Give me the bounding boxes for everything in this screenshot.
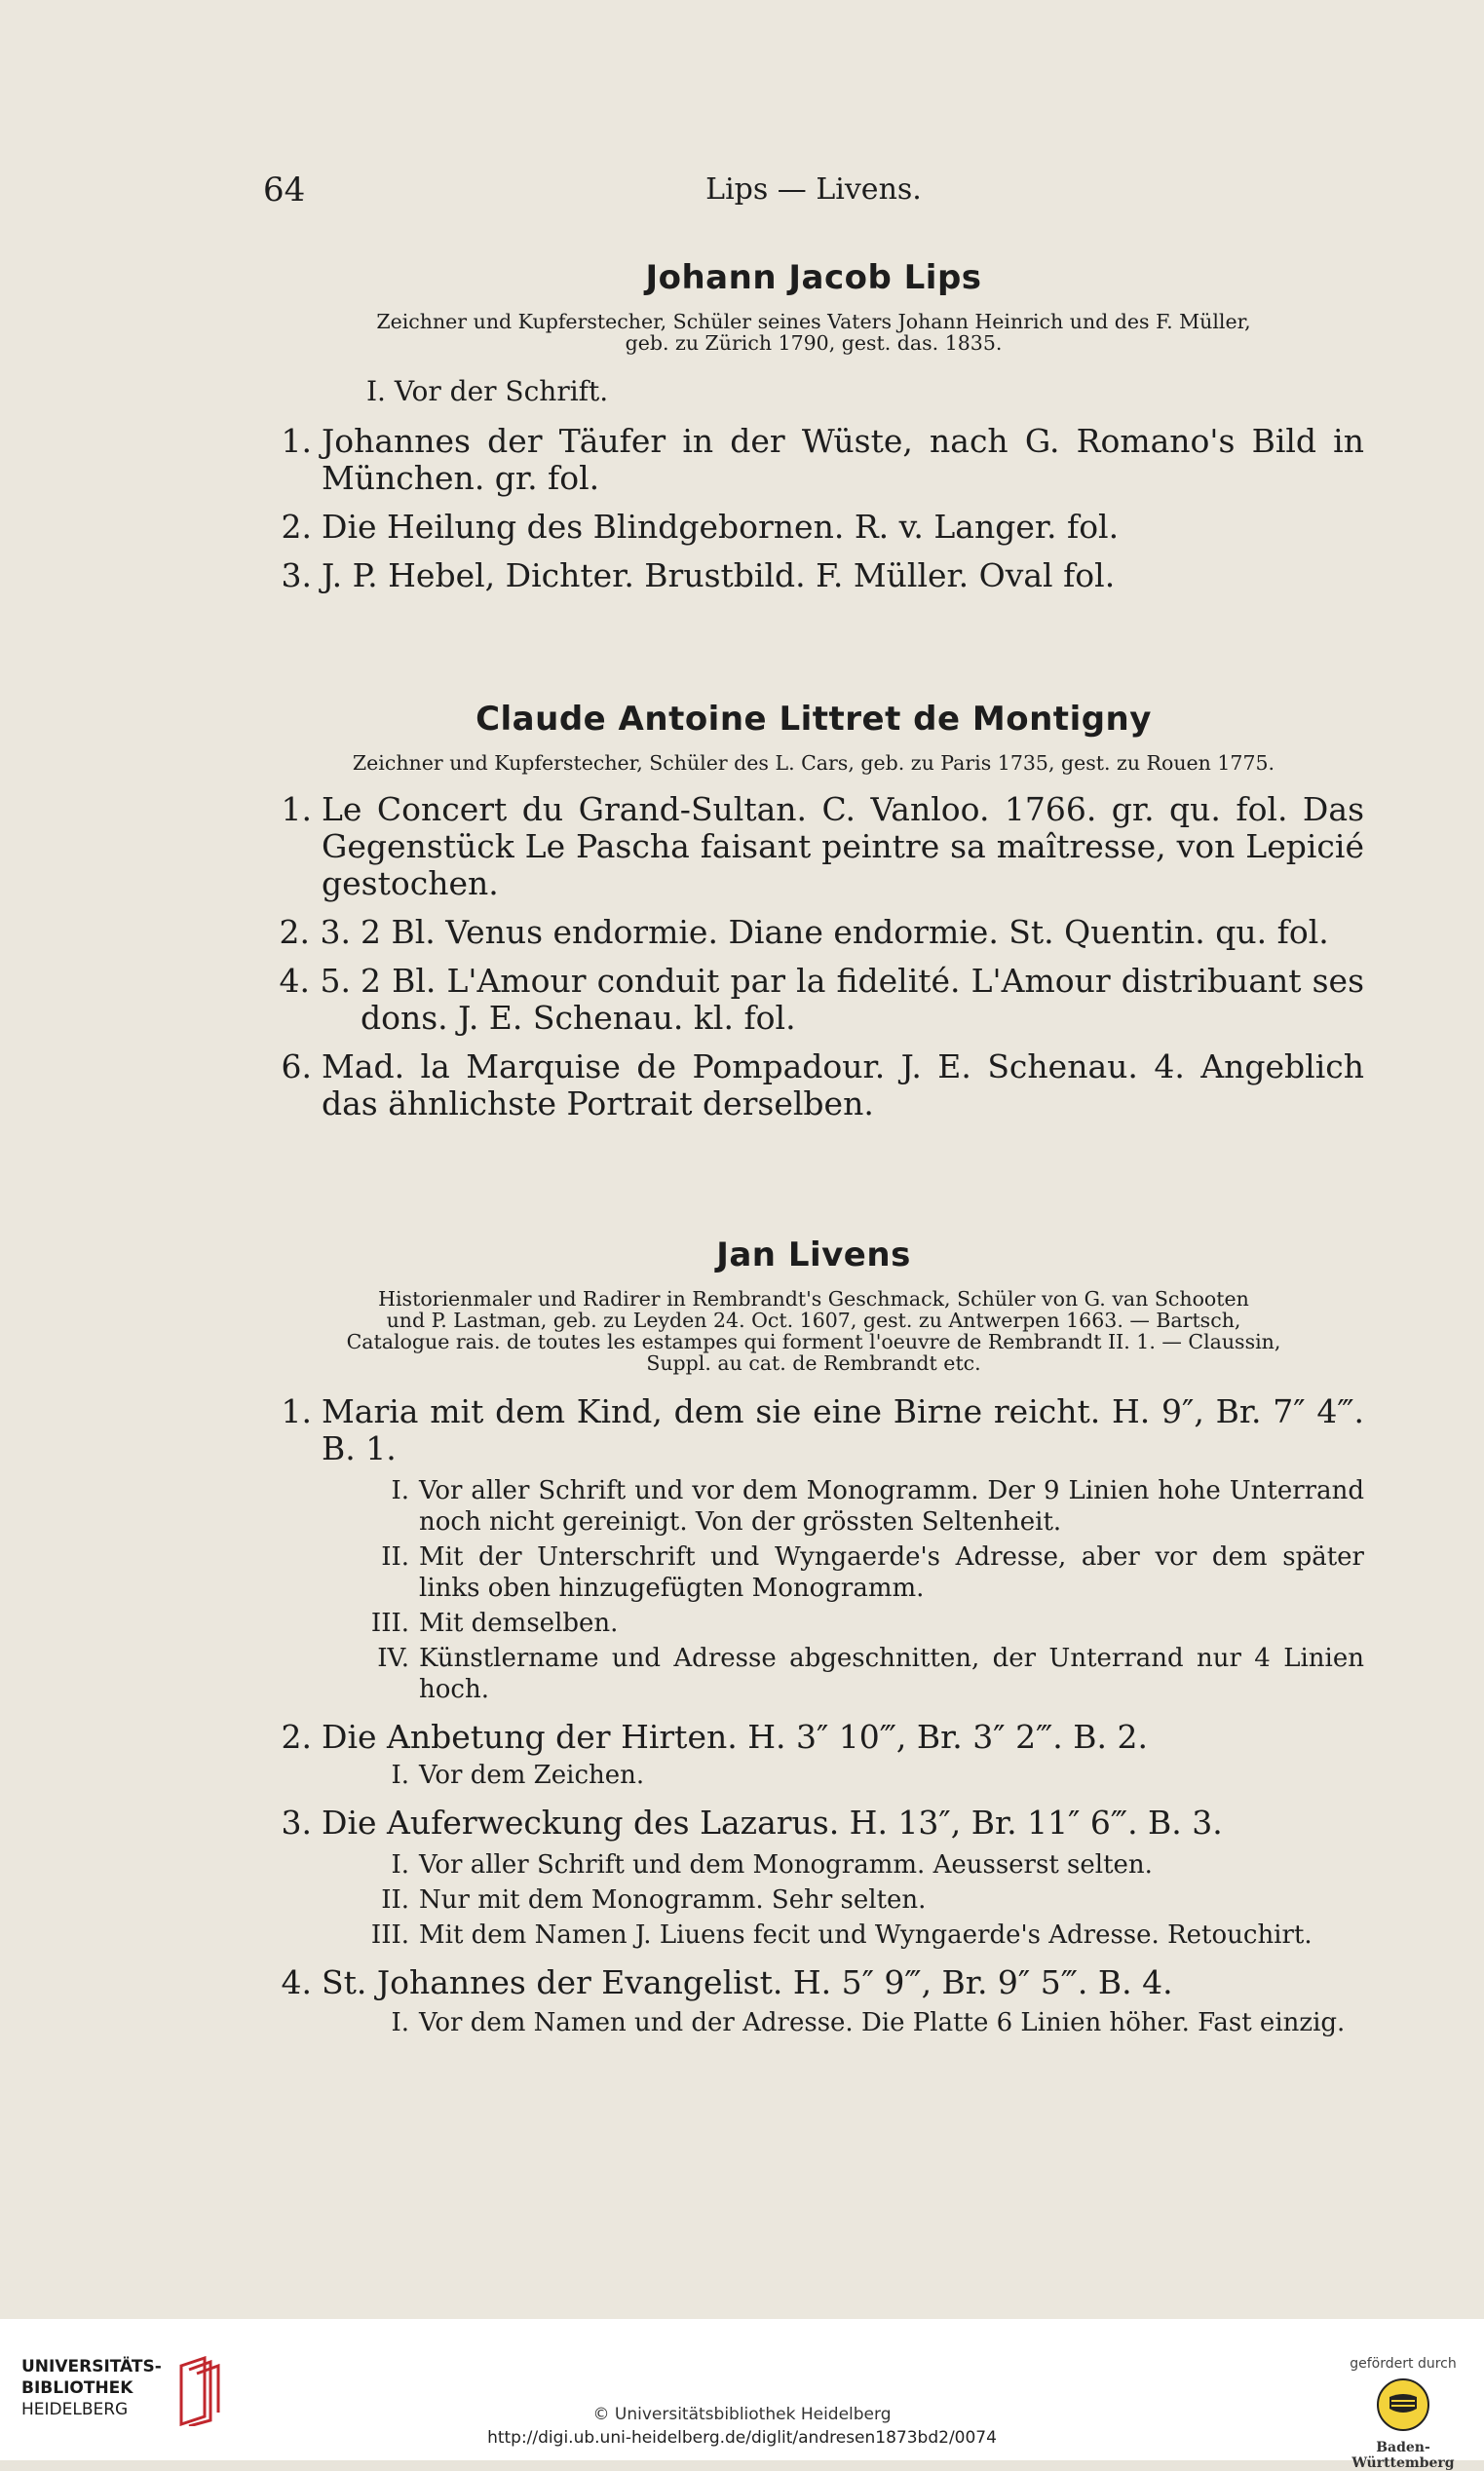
bio-line: Zeichner und Kupferstecher, Schüler des L. Cars, geb. zu Paris 1735, gest. zu Rouen 1775. — [352, 751, 1275, 775]
permalink-url[interactable]: http://digi.ub.uni-heidelberg.de/diglit/andresen1873bd2/0074 — [487, 2428, 997, 2448]
entry-number: 4. — [281, 1963, 312, 2001]
bio-line: Suppl. au cat. de Rembrandt etc. — [646, 1351, 981, 1375]
entry-text: Johannes der Täufer in der Wüste, nach G. Romano's Bild in München. gr. fol. — [322, 422, 1364, 497]
state-text: Vor dem Zeichen. — [419, 1761, 645, 1790]
state-roman: IV. — [377, 1644, 409, 1673]
state-roman: I. — [391, 2008, 409, 2037]
entry-number: 1. — [281, 1392, 312, 1430]
state-item — [341, 1849, 1364, 1881]
state-roman: II. — [381, 1542, 409, 1572]
catalogue-entry — [263, 791, 1364, 902]
state-text: Vor aller Schrift und vor dem Monogramm. Der 9 Linien hohe Unterrand noch nicht gereinigt. Von der grössten Seltenheit. — [419, 1476, 1364, 1537]
page-number: 64 — [263, 171, 306, 209]
state-roman: I. — [391, 1850, 409, 1880]
entry-number: 2. — [281, 508, 312, 546]
catalogue-entry — [263, 1964, 1364, 2001]
state-coat-of-arms-icon — [1376, 2377, 1430, 2432]
state-text: Vor aller Schrift und dem Monogramm. Aeusserst selten. — [419, 1850, 1153, 1880]
entry-number: 6. — [281, 1047, 312, 1085]
funding-state: Baden-Württemberg — [1351, 2440, 1455, 2471]
catalogue-entry — [263, 509, 1364, 546]
entry-text: Die Auferweckung des Lazarus. H. 13″, Br. 11″ 6‴. B. 3. — [322, 1804, 1223, 1842]
catalogue-entry — [263, 1805, 1364, 1842]
state-text: Mit demselben. — [419, 1609, 619, 1638]
state-item — [341, 1643, 1364, 1705]
state-item — [341, 1475, 1364, 1538]
artist-section-montigny — [263, 700, 1364, 1122]
artist-name: Claude Antoine Littret de Montigny — [476, 700, 1152, 739]
entry-number: 2. 3. — [279, 913, 351, 951]
entry-text: 2 Bl. Venus endormie. Diane endormie. St. Quentin. qu. fol. — [361, 913, 1329, 951]
artist-section-lips — [263, 258, 1364, 594]
copyright-notice: © Universitätsbibliothek Heidelberg — [592, 2405, 892, 2424]
catalogue-entry — [263, 914, 1364, 951]
state-text: Vor dem Namen und der Adresse. Die Platte 6 Linien höher. Fast einzig. — [419, 2008, 1346, 2037]
entry-number: 1. — [281, 790, 312, 828]
state-item — [341, 1760, 1364, 1791]
catalogue-entry — [263, 423, 1364, 497]
catalogue-entry — [263, 963, 1364, 1037]
entry-number: 4. 5. — [279, 962, 351, 1000]
state-roman: I. — [391, 1761, 409, 1790]
viewer-footer — [0, 2319, 1484, 2471]
bio-line: Zeichner und Kupferstecher, Schüler seines Vaters Johann Heinrich und des F. Müller, — [376, 310, 1251, 333]
bio-line: Catalogue rais. de toutes les estampes qui forment l'oeuvre de Rembrandt II. 1. — Claussin, — [346, 1330, 1281, 1353]
state-item — [341, 2007, 1364, 2038]
entry-text: J. P. Hebel, Dichter. Brustbild. F. Müller. Oval fol. — [322, 556, 1116, 594]
funding-credit — [1340, 2356, 1466, 2471]
artist-bio — [263, 752, 1364, 774]
bio-line: und P. Lastman, geb. zu Leyden 24. Oct. 1607, gest. zu Antwerpen 1663. — Bartsch, — [386, 1309, 1241, 1332]
entry-number: 2. — [281, 1718, 312, 1756]
entry-number: 3. — [281, 1804, 312, 1842]
bio-line: Historienmaler und Radirer in Rembrandt's Geschmack, Schüler von G. van Schooten — [378, 1287, 1249, 1311]
running-title: Lips — Livens. — [705, 172, 922, 207]
state-roman: II. — [381, 1885, 409, 1915]
state-item — [341, 1920, 1364, 1951]
state-text: Mit dem Namen J. Liuens fecit und Wyngaerde's Adresse. Retouchirt. — [419, 1920, 1313, 1950]
state-text: Mit der Unterschrift und Wyngaerde's Adresse, aber vor dem später links oben hinzugefügten Monogramm. — [419, 1542, 1364, 1603]
state-item — [341, 1541, 1364, 1604]
state-item — [341, 1884, 1364, 1916]
state-text: Künstlername und Adresse abgeschnitten, der Unterrand nur 4 Linien hoch. — [419, 1644, 1364, 1704]
state-text: Nur mit dem Monogramm. Sehr selten. — [419, 1885, 927, 1915]
entry-text: 2 Bl. L'Amour conduit par la fidelité. L'Amour distribuant ses dons. J. E. Schenau. kl. fol. — [361, 962, 1364, 1037]
entry-text: St. Johannes der Evangelist. H. 5″ 9‴, Br. 9″ 5‴. B. 4. — [322, 1963, 1173, 2001]
entry-text: Mad. la Marquise de Pompadour. J. E. Schenau. 4. Angeblich das ähnlichste Portrait derselben. — [322, 1047, 1364, 1122]
running-header — [263, 171, 1364, 219]
artist-bio — [263, 311, 1364, 354]
artist-bio — [263, 1288, 1364, 1374]
catalogue-entry — [263, 1048, 1364, 1122]
entry-text: Die Anbetung der Hirten. H. 3″ 10‴, Br. 3″ 2‴. B. 2. — [322, 1718, 1148, 1756]
entry-text: Maria mit dem Kind, dem sie eine Birne reicht. H. 9″, Br. 7″ 4‴. B. 1. — [322, 1392, 1364, 1467]
artist-name: Jan Livens — [716, 1236, 911, 1274]
catalogue-entry — [263, 557, 1364, 594]
entry-number: 1. — [281, 422, 312, 460]
bio-line: geb. zu Zürich 1790, gest. das. 1835. — [625, 331, 1003, 355]
state-roman: III. — [370, 1920, 409, 1950]
state-heading: I. Vor der Schrift. — [366, 375, 609, 407]
catalogue-entry — [263, 1393, 1364, 1467]
entry-text: Die Heilung des Blindgebornen. R. v. Langer. fol. — [322, 508, 1120, 546]
entry-number: 3. — [281, 556, 312, 594]
funding-label: gefördert durch — [1350, 2356, 1457, 2372]
logo-line: UNIVERSITÄTS- — [21, 2357, 162, 2376]
artist-name: Johann Jacob Lips — [645, 258, 982, 297]
state-roman: I. — [391, 1476, 409, 1505]
state-item — [341, 1608, 1364, 1639]
logo-line: BIBLIOTHEK — [21, 2378, 133, 2398]
entry-text: Le Concert du Grand-Sultan. C. Vanloo. 1766. gr. qu. fol. Das Gegenstück Le Pascha faisant peintre sa maîtresse, von Lepicié gestochen. — [322, 790, 1364, 902]
state-roman: III. — [370, 1609, 409, 1638]
artist-section-livens — [263, 1236, 1364, 2038]
catalogue-entry — [263, 1719, 1364, 1756]
logo-line: HEIDELBERG — [21, 2400, 129, 2419]
